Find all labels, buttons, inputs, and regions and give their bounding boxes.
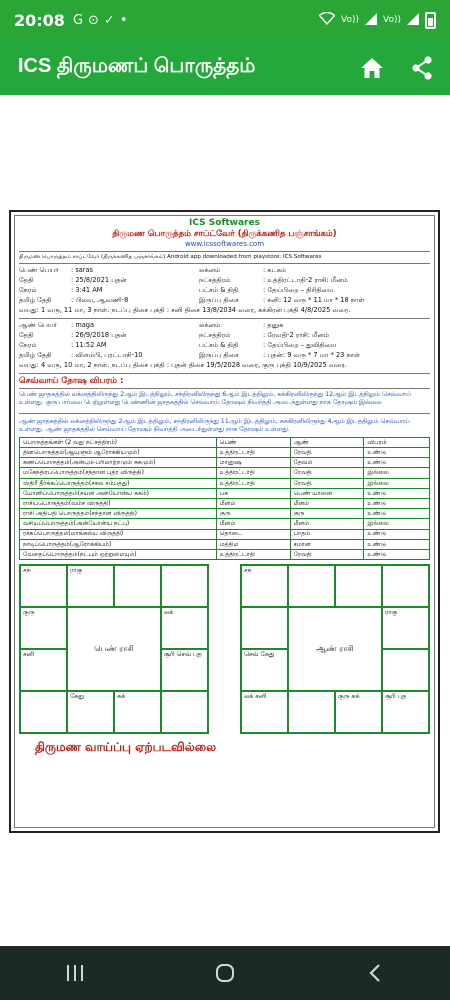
- table-row: [20, 468, 430, 478]
- table-cell: குரு: [290, 509, 364, 519]
- bride-paksha-label: பட்சம் & திதி: [199, 285, 239, 294]
- groom-time-value: : 11:52 AM: [71, 340, 107, 349]
- check-icon: ✓: [103, 12, 115, 28]
- chart-cell: [288, 691, 335, 733]
- bride-lagna-label: லக்னம்: [199, 265, 221, 274]
- divider: [19, 373, 430, 374]
- table-cell: தினபொருத்தம்(ஆயுளும் ஆரோக்கியமும்): [20, 448, 217, 458]
- chart-cell: கேது: [67, 691, 114, 733]
- col-porutham: பொருத்தங்கள் (2 வது நட்சத்திரம்): [20, 437, 217, 447]
- table-cell: ரேவதி: [290, 468, 364, 478]
- chart-cell: [335, 565, 382, 607]
- porutham-table: [19, 437, 430, 560]
- table-row: [20, 499, 430, 509]
- table-cell: இல்லை: [364, 478, 430, 488]
- table-row: [20, 478, 430, 488]
- bride-name-label: பெண் பெயர்: [19, 265, 59, 274]
- table-cell: உத்திரட்டாதி: [216, 448, 290, 458]
- recents-icon: [66, 965, 84, 981]
- table-cell: யோனிப்பொருத்தம்(சயன அன்யோன்ய சுகம்): [20, 488, 217, 498]
- bride-rasi-label: பெண் ராசி: [67, 607, 161, 691]
- divider: [19, 318, 430, 319]
- table-cell: தொடை: [216, 529, 290, 539]
- table-cell: மகேந்திரப்பொருத்தம்(சந்தான புத்ர விருத்தி): [20, 468, 217, 478]
- table-cell: ராசி அதிபதி பொருத்தம்(சந்தான விருத்தி): [20, 509, 217, 519]
- table-cell: உண்டு: [364, 539, 430, 549]
- divider: [19, 413, 430, 414]
- chart-cell: சனி: [20, 649, 67, 691]
- table-row: [20, 448, 430, 458]
- app-actions: [360, 56, 450, 80]
- chart-cell: [20, 691, 67, 733]
- table-cell: ரேவதி: [290, 478, 364, 488]
- match-result: திருமண வாய்ப்பு ஏற்படவில்லை: [35, 740, 217, 755]
- col-bride: பெண்: [216, 437, 290, 447]
- chart-cell: [114, 565, 161, 607]
- home-circle-icon: [215, 963, 235, 983]
- chart-cell: [382, 565, 429, 607]
- app-title: ICS திருமணப் பொருத்தம்: [18, 55, 256, 77]
- groom-dosha-text: ஆண் ஜாதகத்தில் லக்னத்திலிருந்து 2ஆம் இடத்திலும், சந்திரனிலிருந்து 11ஆம் இடத்திலும், சுக்கிரனிலிருந்து 4ஆம் இடத்திலும் செவ்வாய் உள்ளது. ஆண் ஜாதகத்தில் செவ்வாய் தோஷம் நிவர்த்தி அடைந்துள்ளது நாக தோஷம் உள்ளது.: [19, 417, 410, 433]
- chart-cell: சூரி செவ் புத: [161, 649, 208, 691]
- table-cell: ரேவதி: [290, 549, 364, 559]
- table-cell: மீனம்: [216, 499, 290, 509]
- table-cell: உண்டு: [364, 458, 430, 468]
- table-cell: கணப்பொருத்தம்(அன்பும்-பரிமாற்றமும் சுகமும்): [20, 458, 217, 468]
- table-cell: உண்டு: [364, 448, 430, 458]
- bride-paksha-value: : தேய்பிறை – திரிதியை: [263, 285, 334, 294]
- chart-cell: ராகு: [67, 565, 114, 607]
- chart-cell: குரு சுக்: [335, 691, 382, 733]
- signal-label-2: Vo)): [383, 15, 401, 25]
- wifi-icon: [319, 12, 335, 28]
- google-icon: G: [72, 12, 84, 28]
- groom-rasi-chart: [240, 564, 430, 734]
- bride-age-line: வயது: 1 வரு, 11 மா, 3 நாள். நடப்பு திசை புக்தி : சனி திசை 13/8/2034 வரை, சுக்கிரன் புக்தி 4/8/2025 வரை.: [19, 305, 351, 314]
- home-button[interactable]: [360, 56, 384, 80]
- chart-cell: சந்: [20, 565, 67, 607]
- bride-star-value: : உத்திரட்டாதி-2 ராசி: மீனம்: [263, 275, 348, 284]
- divider: [19, 251, 430, 252]
- table-cell: ரச்சுப்பொருத்தம்(மாங்கல்ய விருத்தி): [20, 529, 217, 539]
- chart-cell: சூரி புத: [382, 691, 429, 733]
- groom-info: [19, 321, 430, 361]
- table-row: [20, 458, 430, 468]
- table-cell: தேவம்: [290, 458, 364, 468]
- table-cell: இல்லை: [364, 468, 430, 478]
- groom-age-line: வயது: 4 வரு, 10 மா, 2 நாள். நடப்பு திசை புக்தி : புதன் திசை 19/5/2028 வரை, குரு புக்தி 10/9/2025 வரை.: [19, 360, 347, 369]
- dosha-title: செவ்வாய் தோஷ விபரம் :: [19, 375, 124, 386]
- bride-info: [19, 266, 430, 306]
- table-row: [20, 539, 430, 549]
- chart-cell: [161, 691, 208, 733]
- groom-lagna-value: : தனுசு: [263, 320, 284, 329]
- home-nav-button[interactable]: [205, 958, 245, 988]
- groom-date-value: : 26/9/2018 புதன்: [71, 330, 127, 339]
- chart-cell: [241, 607, 288, 649]
- table-cell: உண்டு: [364, 488, 430, 498]
- status-bar: [0, 0, 450, 40]
- table-row: [20, 529, 430, 539]
- table-row: [20, 549, 430, 559]
- table-cell: வசியப்பொருத்தம்(அன்யோன்ய நட்பு): [20, 519, 217, 529]
- chart-cell: [288, 565, 335, 607]
- website-link[interactable]: www.icssoftwares.com: [184, 239, 265, 248]
- table-cell: வேதைப்பொருத்தம்(நட்பும் ஒற்றுமையும்): [20, 549, 217, 559]
- groom-name-value: : maga: [71, 320, 95, 329]
- table-cell: பாதம்: [290, 529, 364, 539]
- table-cell: உண்டு: [364, 509, 430, 519]
- chart-cell: [161, 565, 208, 607]
- groom-dasha-value: : புதன்: 9 வரு * 7 மா * 23 நாள்: [263, 350, 361, 359]
- groom-star-label: நட்சத்திரம்: [199, 330, 231, 339]
- table-cell: உண்டு: [364, 529, 430, 539]
- table-cell: ராசிப்பொருத்தம்(வம்ச விருத்தி): [20, 499, 217, 509]
- table-cell: உண்டு: [364, 549, 430, 559]
- groom-name-label: ஆண் பெயர்: [19, 320, 57, 329]
- bride-dasha-label: இருப்பு திசை: [199, 295, 239, 304]
- table-cell: உத்திரட்டாதி: [216, 468, 290, 478]
- table-cell: உத்திரட்டாதி: [216, 478, 290, 488]
- groom-tamil-date-value: : விளம்பி, புரட்டாசி-10: [71, 350, 143, 359]
- bride-date-label: தேதி: [19, 275, 34, 284]
- dot-icon: •: [119, 12, 128, 28]
- groom-star-value: : ரேவதி-2 ராசி: மீனம்: [263, 330, 330, 339]
- source-line: திருமண பொருத்தம் சாப்ட்வேர் (திருக்கணித பஞ்சாங்கம்) Android app downloaded from playstore: ICS Softwares: [19, 253, 322, 260]
- table-cell: மத்திம: [216, 539, 290, 549]
- groom-date-label: தேதி: [19, 330, 34, 339]
- bride-time-label: நேரம்: [19, 285, 37, 294]
- groom-tamil-date-label: தமிழ் தேதி: [19, 350, 52, 359]
- status-right: [319, 12, 436, 29]
- table-header-row: [20, 437, 430, 447]
- report-content: [14, 215, 435, 828]
- table-cell: மானுஷ: [216, 458, 290, 468]
- bride-lagna-value: : கடகம்: [263, 265, 287, 274]
- back-icon: [368, 964, 382, 982]
- system-nav-bar: [0, 946, 450, 1000]
- groom-rasi-label: ஆண் ராசி: [288, 607, 382, 691]
- bride-star-label: நட்சத்திரம்: [199, 275, 231, 284]
- bride-date-value: : 25/8/2021 புதன்: [71, 275, 127, 284]
- sync-icon: ⊙: [88, 12, 99, 28]
- signal-icon-1: [365, 13, 377, 28]
- bride-tamil-date-label: தமிழ் தேதி: [19, 295, 52, 304]
- table-cell: நாடிப்பொருத்தம்(ஆரோக்கியம்): [20, 539, 217, 549]
- share-icon: [411, 56, 433, 80]
- bride-tamil-date-value: : பிலவ, ஆவணி-8: [71, 295, 129, 304]
- app-bar: [0, 40, 450, 95]
- groom-dasha-label: இருப்பு திசை: [199, 350, 239, 359]
- table-cell: மீனம்: [216, 519, 290, 529]
- table-cell: மீனம்: [290, 499, 364, 509]
- battery-icon: [425, 12, 436, 29]
- divider: [19, 388, 430, 389]
- table-cell: உண்டு: [364, 499, 430, 509]
- bride-dasha-value: : சனி: 12 வரு * 11 மா * 18 நாள்: [263, 295, 365, 304]
- chart-cell: லக் சனி: [241, 691, 288, 733]
- col-groom: ஆண்: [290, 437, 364, 447]
- back-button[interactable]: [355, 958, 395, 988]
- signal-icon-2: [407, 13, 419, 28]
- groom-lagna-label: லக்னம்: [199, 320, 221, 329]
- chart-cell: சுக்: [114, 691, 161, 733]
- bride-rasi-chart: [19, 564, 209, 734]
- groom-paksha-value: : தேய்பிறை – துவிதியை: [263, 340, 337, 349]
- report-header: [19, 218, 430, 249]
- col-detail: விபரம்: [364, 437, 430, 447]
- table-cell: ரேவதி: [290, 448, 364, 458]
- chart-cell: ராகு: [382, 607, 429, 649]
- table-cell: ஸ்திரீ தீர்க்கப்பொருத்தம்(சகல சம்பத்து): [20, 478, 217, 488]
- table-cell: சமான: [290, 539, 364, 549]
- recents-button[interactable]: [55, 958, 95, 988]
- signal-label-1: Vo)): [341, 15, 359, 25]
- divider: [19, 263, 430, 264]
- chart-cell: [382, 649, 429, 691]
- report-subtitle: திருமண பொருத்தம் சாப்ட்வேர் (திருக்கணித பஞ்சாங்கம்): [112, 229, 337, 240]
- chart-cell: செவ் கேது: [241, 649, 288, 691]
- table-cell: உத்திரட்டாதி: [216, 549, 290, 559]
- groom-time-label: நேரம்: [19, 340, 37, 349]
- table-cell: குரு: [216, 509, 290, 519]
- share-button[interactable]: [410, 56, 434, 80]
- rasi-charts: [19, 564, 430, 734]
- status-time: 20:08: [14, 10, 65, 30]
- home-icon: [360, 57, 384, 79]
- table-cell: பெண் யானை: [290, 488, 364, 498]
- notification-icons: [73, 13, 128, 28]
- bride-time-value: : 3:41 AM: [71, 285, 103, 294]
- report-page: [9, 210, 440, 833]
- table-row: [20, 519, 430, 529]
- table-row: [20, 488, 430, 498]
- table-row: [20, 509, 430, 519]
- groom-paksha-label: பட்சம் & திதி: [199, 340, 239, 349]
- bride-name-value: : saras: [71, 265, 93, 274]
- chart-cell: லக்: [161, 607, 208, 649]
- company-name: ICS Softwares: [189, 218, 260, 228]
- chart-cell: குரு: [20, 607, 67, 649]
- table-cell: பசு: [216, 488, 290, 498]
- bride-dosha-text: பெண் ஜாதகத்தில் லக்னத்திலிருந்து 2ஆம் இடத்திலும், சந்திரனிலிருந்து 6ஆம் இடத்திலும், சுக்கிரனிலிருந்து 12ஆம் இடத்திலும் செவ்வாய் உள்ளது. குரு பார்வை பெற்றுள்ளது பெண்ணின் ஜாதகத்தில் செவ்வாய் தோஷம் நிவர்த்தி அடைந்துள்ளது நாக தோஷம் இல்லை: [19, 391, 412, 407]
- table-cell: மீனம்: [290, 519, 364, 529]
- chart-cell: சந்: [241, 565, 288, 607]
- table-cell: இல்லை: [364, 519, 430, 529]
